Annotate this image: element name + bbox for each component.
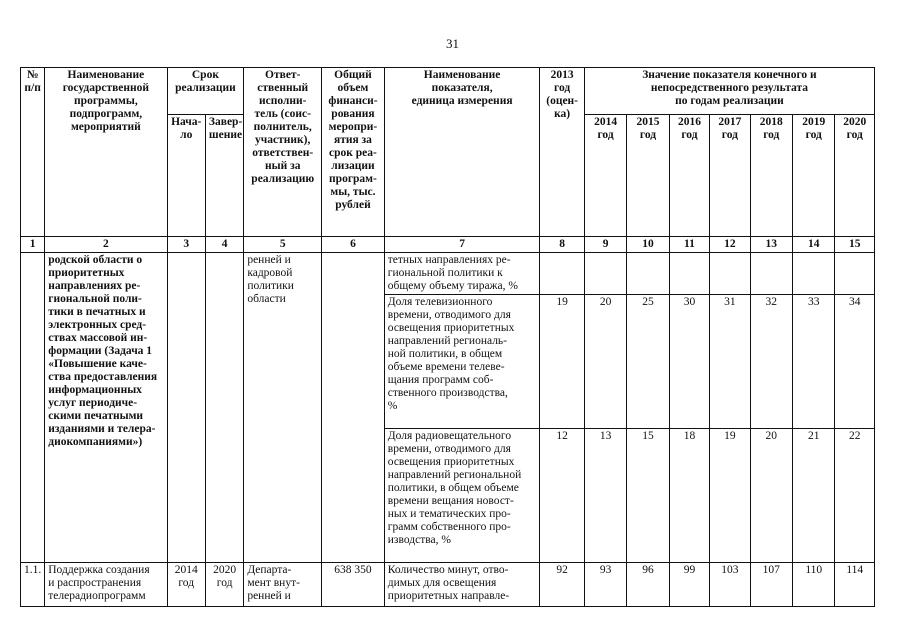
cell-value-2019: 21 [793, 429, 835, 563]
column-number: 15 [835, 237, 875, 253]
cell-value-2015: 15 [627, 429, 669, 563]
cell-value [793, 253, 835, 295]
program-table [20, 67, 875, 607]
cell-value-2020: 34 [835, 295, 875, 429]
cell-value [710, 253, 750, 295]
cell-value [627, 253, 669, 295]
header-year-2015: 2015 год [627, 115, 669, 237]
header-term: Срок реализации [167, 68, 244, 115]
cell-program-name: родской области о приоритетных направлениях ре- гиональной поли- тики в печатных и электронных сред- ствах массовой ин- формации (Задача 1 «Повышение каче- ства предоставления информационных услуг периодиче- скими печатными изданиями и телера- диокомпаниями») [45, 253, 167, 563]
column-number: 12 [710, 237, 750, 253]
header-start: Нача- ло [167, 115, 205, 237]
header-year-2016: 2016 год [669, 115, 709, 237]
header-year-2014: 2014 год [584, 115, 626, 237]
column-number: 8 [540, 237, 584, 253]
cell-value-2019: 33 [793, 295, 835, 429]
cell-value-2018: 107 [750, 563, 792, 607]
cell-volume: 638 350 [322, 563, 385, 607]
cell-volume [322, 253, 385, 563]
column-number: 4 [205, 237, 243, 253]
header-number: № п/п [21, 68, 45, 237]
column-number: 3 [167, 237, 205, 253]
cell-indicator: Доля радиовещательного времени, отводимого для освещения приоритетных направлений региональной политики, в общем объеме времени вещания новост- ных и тематических про- грамм собственного про- изводства, % [384, 429, 540, 563]
page-number: 31 [446, 36, 459, 51]
header-financing-volume: Общий объем финанси- рования меропри- ятия за срок реа- лизации програм- мы, тыс. рублей [322, 68, 385, 237]
cell-indicator: Количество минут, отво- димых для освещения приоритетных направле- [384, 563, 540, 607]
header-indicator-name: Наименование показателя, единица измерения [384, 68, 540, 237]
cell-value-2014: 13 [584, 429, 626, 563]
column-number: 9 [584, 237, 626, 253]
cell-value-2019: 110 [793, 563, 835, 607]
cell-value-2018: 20 [750, 429, 792, 563]
cell-value-2016: 99 [669, 563, 709, 607]
column-number: 2 [45, 237, 167, 253]
cell-executor: Департа- мент внут- ренней и [244, 563, 322, 607]
header-2013: 2013 год (оцен- ка) [540, 68, 584, 237]
cell-value-2015: 25 [627, 295, 669, 429]
cell-value [750, 253, 792, 295]
cell-value-2017: 19 [710, 429, 750, 563]
cell-value-2016: 30 [669, 295, 709, 429]
header-year-2018: 2018 год [750, 115, 792, 237]
column-number: 10 [627, 237, 669, 253]
header-end: Завер- шение [205, 115, 243, 237]
cell-value-2013: 19 [540, 295, 584, 429]
table-row [21, 563, 875, 607]
cell-start: 2014 год [167, 563, 205, 607]
column-number: 7 [384, 237, 540, 253]
cell-indicator: тетных направлениях ре- гиональной политики к общему объему тиража, % [384, 253, 540, 295]
cell-value-2014: 20 [584, 295, 626, 429]
cell-value-2017: 31 [710, 295, 750, 429]
header-year-2019: 2019 год [793, 115, 835, 237]
column-number: 13 [750, 237, 792, 253]
header-executor: Ответ- ственный исполни- тель (соис- полнитель, участник), ответствен- ный за реализацию [244, 68, 322, 237]
cell-value-2013: 92 [540, 563, 584, 607]
column-number-row [21, 237, 875, 253]
cell-value-2013: 12 [540, 429, 584, 563]
cell-value [669, 253, 709, 295]
table-row [21, 253, 875, 295]
cell-number [21, 253, 45, 563]
cell-value-2020: 114 [835, 563, 875, 607]
cell-value-2020: 22 [835, 429, 875, 563]
cell-value [584, 253, 626, 295]
cell-executor: ренней и кадровой политики области [244, 253, 322, 563]
cell-value-2014: 93 [584, 563, 626, 607]
cell-start [167, 253, 205, 563]
header-year-2017: 2017 год [710, 115, 750, 237]
table-header-row [21, 68, 875, 115]
cell-end [205, 253, 243, 563]
column-number: 14 [793, 237, 835, 253]
column-number: 11 [669, 237, 709, 253]
cell-value-2013 [540, 253, 584, 295]
cell-value-2018: 32 [750, 295, 792, 429]
column-number: 5 [244, 237, 322, 253]
cell-value-2015: 96 [627, 563, 669, 607]
cell-value [835, 253, 875, 295]
header-values-by-year: Значение показателя конечного и непосредственного результата по годам реализации [584, 68, 874, 115]
cell-end: 2020 год [205, 563, 243, 607]
cell-number: 1.1. [21, 563, 45, 607]
header-year-2020: 2020 год [835, 115, 875, 237]
cell-value-2017: 103 [710, 563, 750, 607]
column-number: 1 [21, 237, 45, 253]
cell-program-name: Поддержка создания и распространения телерадиопрограмм [45, 563, 167, 607]
cell-value-2016: 18 [669, 429, 709, 563]
header-program-name: Наименование государственной программы, подпрограмм, мероприятий [45, 68, 167, 237]
cell-indicator: Доля телевизионного времени, отводимого для освещения приоритетных направлений региональ- ной политики, в общем объеме времени телеве- щания программ соб- ственного производства, % [384, 295, 540, 429]
column-number: 6 [322, 237, 385, 253]
